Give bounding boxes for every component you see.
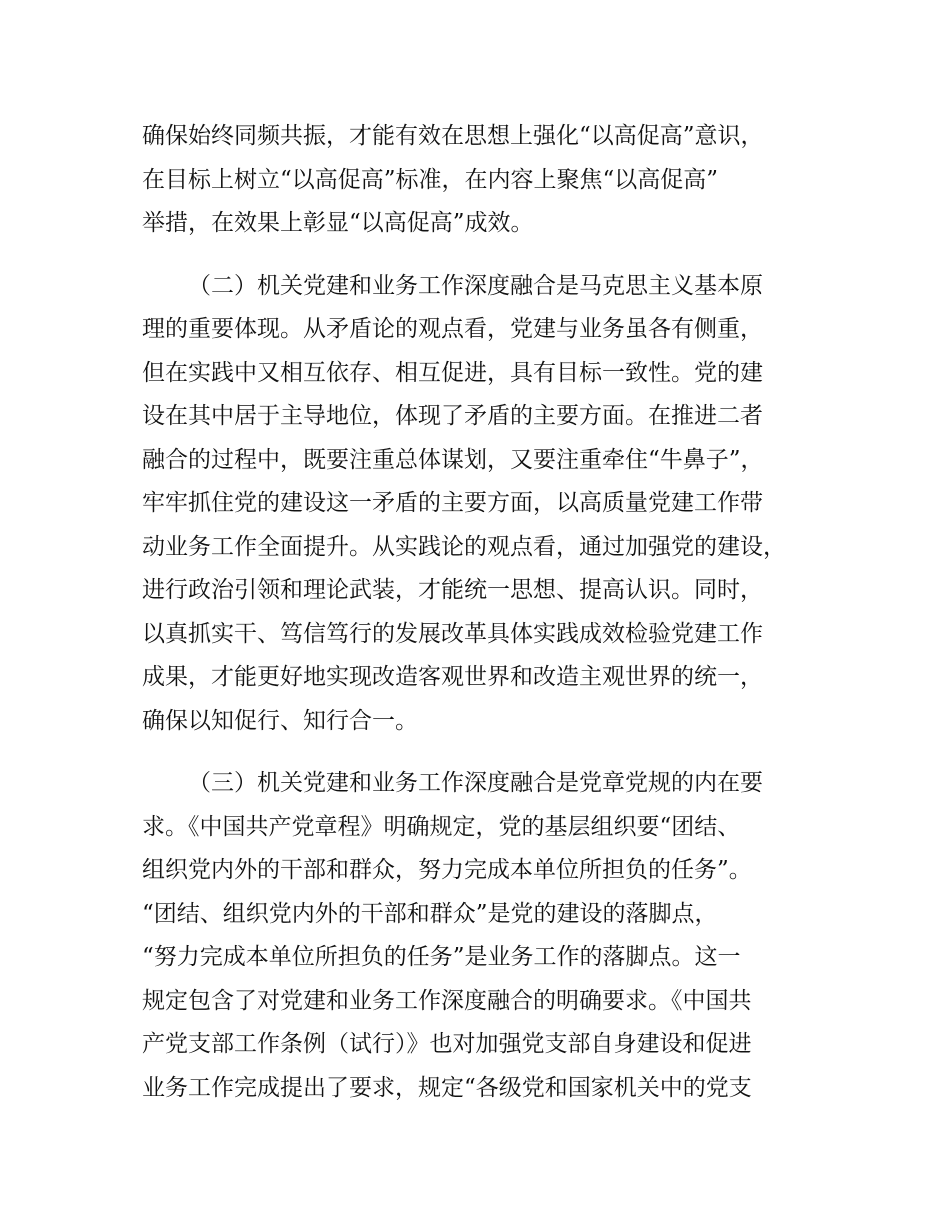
text-line: 举措，在效果上彰显“以高促高”成效。: [142, 210, 534, 236]
text-line: （二）机关党建和业务工作深度融合是马克思主义基本原: [188, 272, 763, 299]
text-line: “努力完成本单位所担负的任务”是业务工作的落脚点。这一: [142, 944, 741, 970]
text-line: 规定包含了对党建和业务工作深度融合的明确要求。《中国共: [142, 987, 752, 1014]
paragraph-3: [142, 762, 832, 1110]
text-line: （三）机关党建和业务工作深度融合是党章党规的内在要: [188, 770, 763, 796]
text-line: “团结、组织党内外的干部和群众”是党的建设的落脚点，: [142, 900, 718, 927]
text-line: 但在实践中又相互依存、相互促进，具有目标一致性。党的建: [142, 359, 763, 386]
text-line: 牢牢抓住党的建设这一矛盾的主要方面，以高质量党建工作带: [142, 490, 763, 516]
text-line: 以真抓实干、笃信笃行的发展改革具体实践成效检验党建工作: [142, 620, 763, 647]
paragraph-1: [142, 115, 832, 246]
text-line: 确保始终同频共振，才能有效在思想上强化“以高促高”意识，: [142, 123, 764, 149]
text-line: 进行政治引领和理论武装，才能统一思想、提高认识。同时，: [142, 577, 763, 603]
text-line: 业务工作完成提出了要求，规定“各级党和国家机关中的党支: [142, 1074, 752, 1101]
text-line: 融合的过程中，既要注重总体谋划，又要注重牵住“牛鼻子”，: [142, 446, 764, 473]
paragraph-2: [142, 265, 832, 744]
document-body: [142, 115, 832, 1110]
text-line: 组织党内外的干部和群众，努力完成本单位所担负的任务”。: [142, 857, 752, 883]
text-line: 设在其中居于主导地位，体现了矛盾的主要方面。在推进二者: [142, 403, 763, 429]
text-line: 产党支部工作条例（试行）》也对加强党支部自身建设和促进: [142, 1031, 752, 1057]
text-line: 理的重要体现。从矛盾论的观点看，党建与业务虽各有侧重，: [142, 316, 763, 342]
text-line: 动业务工作全面提升。从实践论的观点看，通过加强党的建设，: [142, 533, 786, 560]
text-line: 求。《中国共产党章程》明确规定，党的基层组织要“团结、: [142, 813, 741, 840]
text-line: 成果，才能更好地实现改造客观世界和改造主观世界的统一，: [142, 664, 763, 690]
text-line: 确保以知促行、知行合一。: [142, 707, 418, 734]
text-line: 在目标上树立“以高促高”标准，在内容上聚焦“以高促高”: [142, 166, 719, 193]
